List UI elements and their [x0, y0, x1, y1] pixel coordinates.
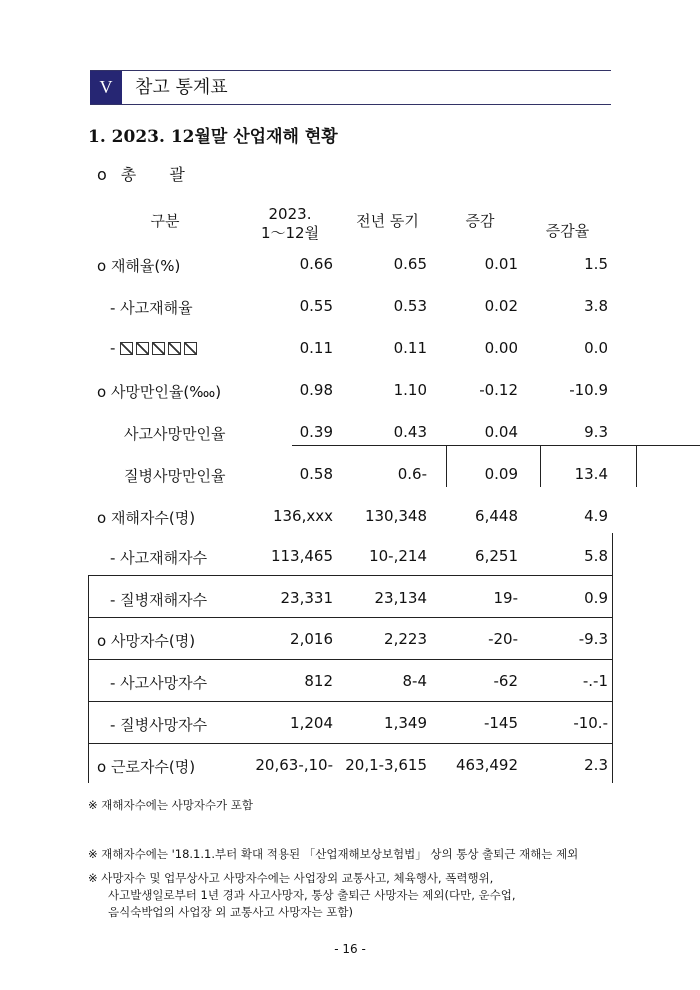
cell-change: 19- — [493, 589, 518, 607]
cell-rate: 5.8 — [584, 547, 608, 565]
table-rule — [88, 617, 612, 618]
table-rule — [88, 743, 612, 744]
row-label: o 사망만인율(‱) — [97, 383, 222, 401]
footnote: ※ 재해자수에는 사망자수가 포함 — [88, 798, 254, 812]
cell-previous: 23,134 — [374, 589, 427, 607]
cell-previous: 0.43 — [393, 423, 427, 441]
cell-rate: 0.9 — [584, 589, 608, 607]
row-label — [110, 339, 197, 357]
table-rule — [636, 445, 637, 487]
header-previous: 전년 동기 — [356, 212, 419, 230]
cell-previous: 0.65 — [393, 255, 427, 273]
table-rule — [88, 575, 612, 576]
cell-change: -62 — [493, 672, 518, 690]
cell-previous: 130,348 — [364, 507, 427, 525]
footnote: ※ 재해자수에는 '18.1.1.부터 확대 적용된 「산업재해보상보험법」 상의 통상 출퇴근 재해는 제외 — [88, 847, 579, 861]
cell-previous: 20,1-3,615 — [345, 756, 427, 774]
cell-previous: 1,349 — [384, 714, 427, 732]
cell-change: 6,448 — [475, 507, 518, 525]
cell-change: 0.09 — [484, 465, 518, 483]
cell-change: 0.02 — [484, 297, 518, 315]
table-rule — [292, 445, 700, 446]
cell-current: 2,016 — [290, 630, 333, 648]
cell-current: 1,204 — [290, 714, 333, 732]
section-title: 참고 통계표 — [135, 77, 228, 98]
section-header — [90, 70, 611, 105]
cell-rate: 4.9 — [584, 507, 608, 525]
row-label: o 사망자수(명) — [97, 632, 196, 650]
cell-current: 20,63-,10- — [255, 756, 333, 774]
row-label: - 사고재해율 — [110, 299, 193, 317]
cell-rate: 9.3 — [584, 423, 608, 441]
cell-current: 0.98 — [299, 381, 333, 399]
cell-previous: 2,223 — [384, 630, 427, 648]
table-rule — [88, 701, 612, 702]
header-change-rate: 증감율 — [545, 222, 590, 240]
cell-previous: 0.11 — [393, 339, 427, 357]
cell-change: -145 — [483, 714, 518, 732]
cell-change: 0.04 — [484, 423, 518, 441]
cell-previous: 0.6- — [397, 465, 427, 483]
table-rule — [612, 533, 613, 783]
cell-rate: -10.9 — [569, 381, 608, 399]
header-current — [245, 205, 335, 243]
cell-rate: -.-1 — [582, 672, 608, 690]
cell-rate: 0.0 — [584, 339, 608, 357]
cell-previous: 1.10 — [393, 381, 427, 399]
cell-change: 6,251 — [475, 547, 518, 565]
cell-current: 0.55 — [299, 297, 333, 315]
section-number: V — [90, 71, 122, 104]
page-number: - 16 - — [334, 942, 366, 956]
row-label: o 재해율(%) — [97, 257, 181, 275]
header-change: 증감 — [465, 212, 495, 230]
cell-rate: 13.4 — [574, 465, 608, 483]
row-label: - 질병재해자수 — [110, 591, 208, 609]
cell-change: -0.12 — [479, 381, 518, 399]
table-rule — [88, 659, 612, 660]
header-current-year: 2023. — [268, 205, 312, 223]
cell-rate: 1.5 — [584, 255, 608, 273]
table-rule — [88, 575, 89, 783]
row-label: - 사고재해자수 — [110, 549, 208, 567]
row-label: o 재해자수(명) — [97, 509, 196, 527]
cell-rate: -10.- — [573, 714, 608, 732]
cell-change: -20- — [488, 630, 518, 648]
cell-change: 0.01 — [484, 255, 518, 273]
cell-current: 0.58 — [299, 465, 333, 483]
subheading — [97, 162, 199, 185]
cell-previous: 8-4 — [402, 672, 427, 690]
cell-current: 113,465 — [270, 547, 333, 565]
cell-previous: 10-,214 — [369, 547, 427, 565]
footnote: ※ 사망자수 및 업무상사고 사망자수에는 사업장외 교통사고, 체육행사, 폭력행위, — [88, 871, 494, 885]
cell-rate: 3.8 — [584, 297, 608, 315]
bullet-icon: o — [97, 165, 107, 184]
cell-change: 0.00 — [484, 339, 518, 357]
row-label: 질병사망만인율 — [124, 467, 226, 485]
cell-previous: 0.53 — [393, 297, 427, 315]
footnote-continuation: 음식숙박업의 사업장 외 교통사고 사망자는 포함) — [108, 905, 353, 919]
row-label: - 사고사망자수 — [110, 674, 208, 692]
cell-rate: -9.3 — [578, 630, 608, 648]
cell-current: 812 — [304, 672, 333, 690]
row-label: - 질병사망자수 — [110, 716, 208, 734]
cell-rate: 2.3 — [584, 756, 608, 774]
header-current-period: 1～12월 — [260, 224, 320, 242]
cell-current: 0.11 — [299, 339, 333, 357]
cell-current: 136,xxx — [272, 507, 333, 525]
footnote-continuation: 사고발생일로부터 1년 경과 사고사망자, 통상 출퇴근 사망자는 제외(다만, 운수업, — [108, 888, 516, 902]
row-label: 사고사망만인율 — [124, 425, 226, 443]
page-heading: 1. 2023. 12월말 산업재해 현황 — [88, 127, 338, 147]
cell-current: 0.66 — [299, 255, 333, 273]
header-category: 구분 — [150, 212, 180, 230]
row-label: o 근로자수(명) — [97, 758, 196, 776]
cell-current: 23,331 — [280, 589, 333, 607]
missing-glyph-icon — [120, 342, 197, 355]
cell-change: 463,492 — [455, 756, 518, 774]
row-label-prefix: - — [110, 339, 121, 357]
cell-current: 0.39 — [299, 423, 333, 441]
subheading-text: 총 괄 — [120, 165, 199, 184]
